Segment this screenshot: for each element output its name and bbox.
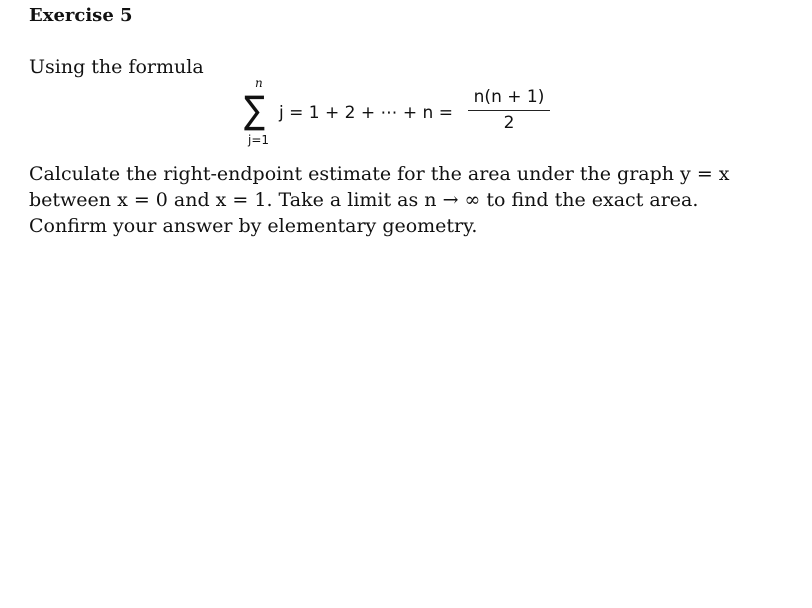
question-line: Calculate the right-endpoint estimate for the area under the graph y = x — [29, 163, 730, 185]
sum-expression: j = 1 + 2 + ⋯ + n = — [279, 103, 453, 123]
question-line: Confirm your answer by elementary geometry. — [29, 215, 478, 237]
question-paragraph — [29, 161, 769, 239]
question-line: between x = 0 and x = 1. Take a limit as n → ∞ to find the exact area. — [29, 189, 699, 211]
sigma-symbol: ∑ — [244, 88, 265, 132]
fraction-denominator: 2 — [503, 113, 515, 133]
summation-formula — [244, 76, 564, 150]
lead-text: Using the formula — [29, 56, 204, 78]
fraction-bar — [468, 110, 550, 111]
exercise-title: Exercise 5 — [29, 5, 133, 26]
sum-upper-limit: n — [255, 76, 263, 90]
sum-lower-limit: j=1 — [248, 133, 270, 147]
fraction — [468, 86, 550, 133]
fraction-numerator: n(n + 1) — [473, 87, 545, 107]
